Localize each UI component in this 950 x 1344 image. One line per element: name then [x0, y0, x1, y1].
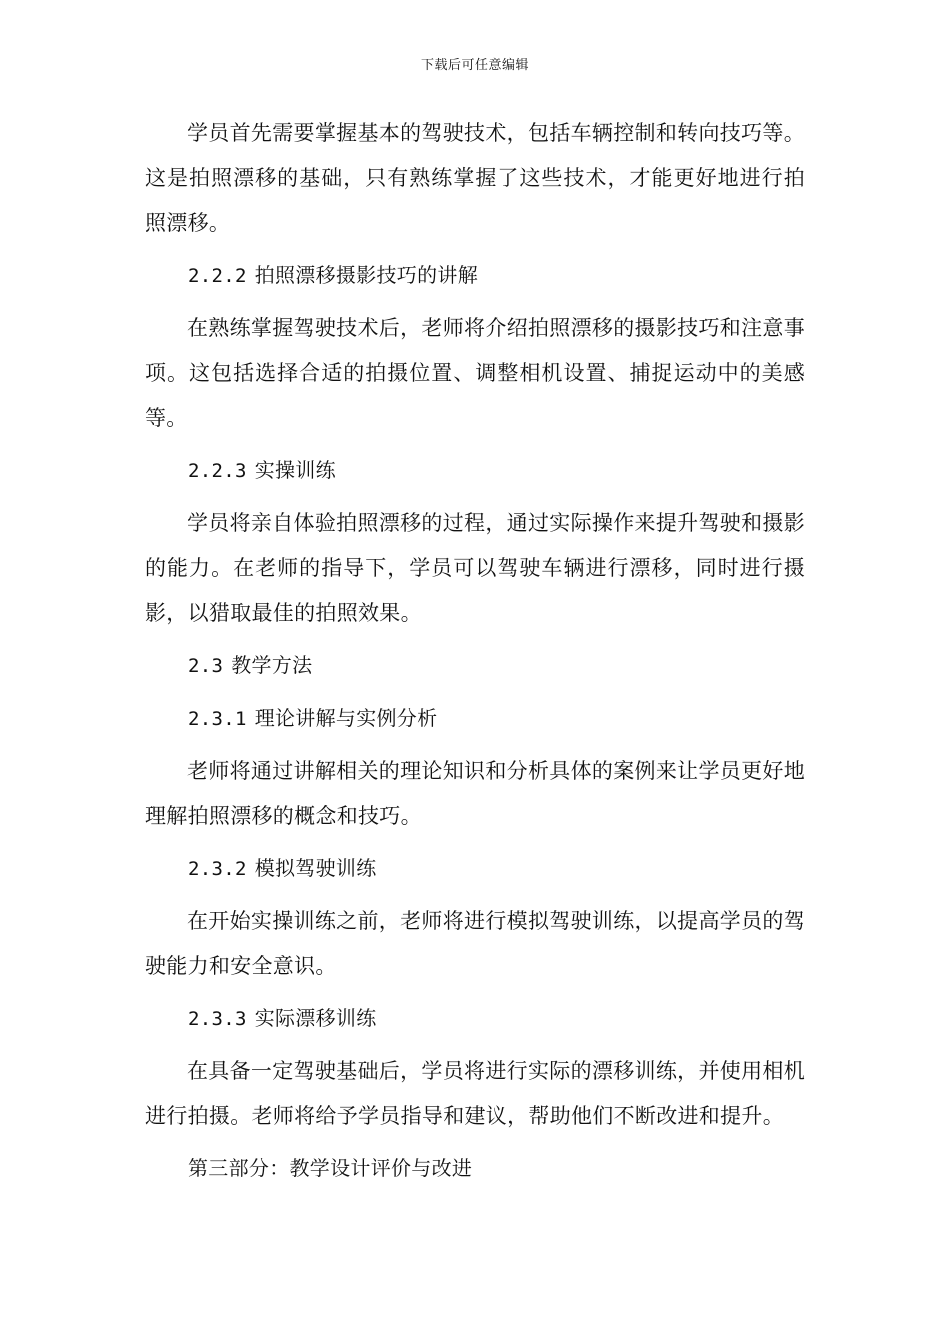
- section-number: 2.2.2: [188, 265, 247, 287]
- section-heading: [145, 448, 805, 494]
- section-heading: [145, 846, 805, 892]
- section-heading: [145, 996, 805, 1042]
- section-title: 拍照漂移摄影技巧的讲解: [254, 263, 479, 287]
- paragraph: 在熟练掌握驾驶技术后，老师将介绍拍照漂移的摄影技巧和注意事项。这包括选择合适的拍摄位置、调整相机设置、捕捉运动中的美感等。: [145, 316, 805, 430]
- paragraph: 老师将通过讲解相关的理论知识和分析具体的案例来让学员更好地理解拍照漂移的概念和技巧。: [145, 759, 805, 828]
- part-heading: [145, 1146, 805, 1191]
- section-title: 实际漂移训练: [254, 1006, 377, 1030]
- section-number: 2.3.3: [188, 1008, 247, 1030]
- section-title: 教学方法: [231, 653, 313, 677]
- document-body: [145, 111, 805, 1198]
- part-title: 第三部分：教学设计评价与改进: [188, 1156, 473, 1180]
- section-title: 模拟驾驶训练: [254, 856, 377, 880]
- section-title: 理论讲解与实例分析: [254, 706, 438, 730]
- header-note: 下载后可任意编辑: [420, 58, 529, 73]
- section-title: 实操训练: [254, 458, 336, 482]
- section-number: 2.2.3: [188, 460, 247, 482]
- section-number: 2.3: [188, 655, 224, 677]
- section-number: 2.3.1: [188, 708, 247, 730]
- paragraph: 学员将亲自体验拍照漂移的过程，通过实际操作来提升驾驶和摄影的能力。在老师的指导下，学员可以驾驶车辆进行漂移，同时进行摄影，以猎取最佳的拍照效果。: [145, 511, 805, 625]
- section-heading: [145, 696, 805, 742]
- paragraph: 学员首先需要掌握基本的驾驶技术，包括车辆控制和转向技巧等。这是拍照漂移的基础，只有熟练掌握了这些技术，才能更好地进行拍照漂移。: [145, 121, 805, 235]
- paragraph: 在开始实操训练之前，老师将进行模拟驾驶训练，以提高学员的驾驶能力和安全意识。: [145, 909, 805, 978]
- section-heading: [145, 643, 805, 689]
- section-heading: [145, 253, 805, 299]
- section-number: 2.3.2: [188, 858, 247, 880]
- paragraph: 在具备一定驾驶基础后，学员将进行实际的漂移训练，并使用相机进行拍摄。老师将给予学员指导和建议，帮助他们不断改进和提升。: [145, 1059, 805, 1128]
